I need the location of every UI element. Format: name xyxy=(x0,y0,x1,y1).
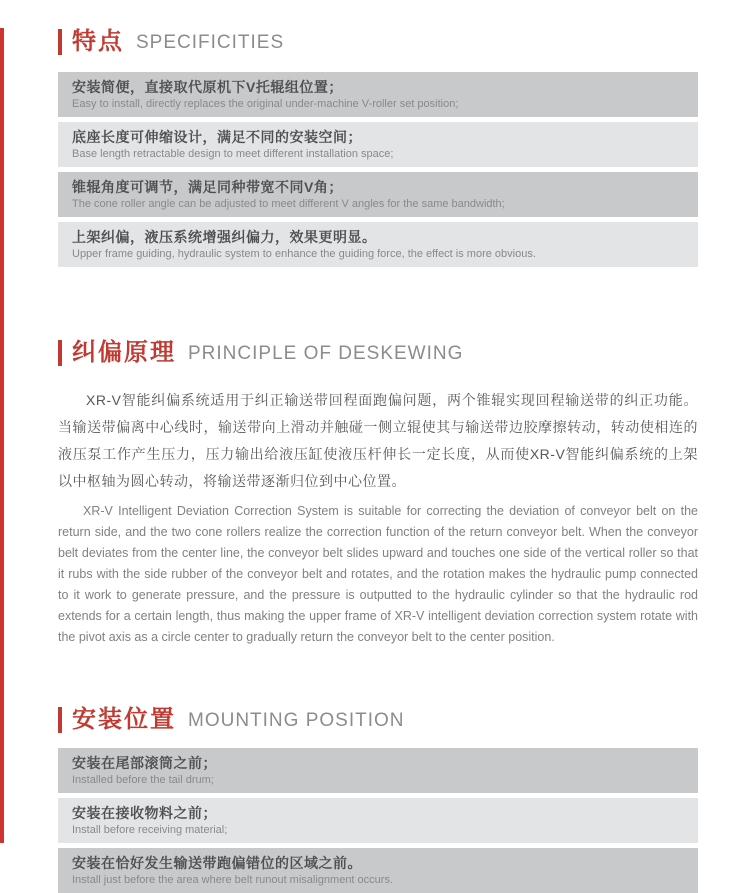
header-accent-bar xyxy=(58,707,62,733)
mounting-text-zh: 安装在恰好发生输送带跑偏错位的区域之前。 xyxy=(72,855,362,871)
mounting-text-en: Installed before the tail drum; xyxy=(72,774,214,786)
mounting-item xyxy=(58,848,698,893)
feature-text-zh: 锥辊角度可调节，满足同种带宽不同V角； xyxy=(72,179,343,195)
section-title-zh: 安装位置 xyxy=(72,706,176,733)
section-title-en: MOUNTING POSITION xyxy=(188,709,405,731)
section-title-en: SPECIFICITIES xyxy=(136,31,285,53)
section-title-zh: 纠偏原理 xyxy=(72,339,176,366)
section-header xyxy=(58,704,698,736)
page-edge-accent-strip xyxy=(0,28,4,843)
section-title-zh: 特点 xyxy=(72,28,124,55)
section-principle xyxy=(0,337,740,648)
feature-text-zh: 上架纠偏，液压系统增强纠偏力，效果更明显。 xyxy=(72,229,377,245)
section-specificities xyxy=(0,26,740,267)
feature-text-en: Upper frame guiding, hydraulic system to enhance the guiding force, the effect is more obvious. xyxy=(72,248,536,260)
mounting-text-zh: 安装在接收物料之前； xyxy=(72,805,217,821)
section-title-en: PRINCIPLE OF DESKEWING xyxy=(188,342,464,364)
feature-list xyxy=(58,72,698,267)
mounting-text-en: Install just before the area where belt runout misalignment occurs. xyxy=(72,874,393,886)
mounting-item xyxy=(58,748,698,793)
feature-text-zh: 安装简便，直接取代原机下V托辊组位置； xyxy=(72,79,343,95)
feature-text-en: The cone roller angle can be adjusted to meet different V angles for the same bandwidth; xyxy=(72,198,505,210)
feature-text-en: Base length retractable design to meet different installation space; xyxy=(72,148,394,160)
principle-paragraph-zh: XR-V智能纠偏系统适用于纠正输送带回程面跑偏问题，两个锥辊实现回程输送带的纠正功能。当输送带偏离中心线时，输送带向上滑动并触碰一侧立辊使其与输送带边胶摩擦转动，转动使相连的液压泵工作产生压力，压力输出给液压缸使液压杆伸长一定长度，从而使XR-V智能纠偏系统的上架以中枢轴为圆心转动，将输送带逐渐归位到中心位置。 xyxy=(58,392,698,489)
feature-item xyxy=(58,72,698,117)
feature-item xyxy=(58,122,698,167)
header-accent-bar xyxy=(58,340,62,366)
mounting-text-zh: 安装在尾部滚筒之前； xyxy=(72,755,217,771)
feature-item xyxy=(58,222,698,267)
principle-paragraph-en: XR-V Intelligent Deviation Correction System is suitable for correcting the deviation of conveyor belt on the return side, and the two cone rollers realize the correction function of the return conveyor belt. When the conveyor belt deviates from the center line, the conveyor belt slides upward and touches one side of the vertical roller so that it rubs with the side rubber of the conveyor belt and rotates, and the rotation makes the hydraulic pump connected to it work to generate pressure, and the pressure is outputted to the hydraulic cylinder so that the hydraulic rod extends for a certain length, thus making the upper frame of XR-V intelligent deviation correction system rotate with the pivot axis as a circle center to gradually return the conveyor belt to the center position. xyxy=(58,504,698,644)
section-header xyxy=(58,337,698,369)
header-accent-bar xyxy=(58,29,62,55)
mounting-text-en: Install before receiving material; xyxy=(72,824,228,836)
feature-item xyxy=(58,172,698,217)
section-mounting xyxy=(0,704,740,893)
feature-text-en: Easy to install, directly replaces the original under-machine V-roller set position; xyxy=(72,98,459,110)
mounting-item xyxy=(58,798,698,843)
mounting-list xyxy=(58,748,698,893)
feature-text-zh: 底座长度可伸缩设计，满足不同的安装空间； xyxy=(72,129,362,145)
section-header xyxy=(58,26,698,58)
